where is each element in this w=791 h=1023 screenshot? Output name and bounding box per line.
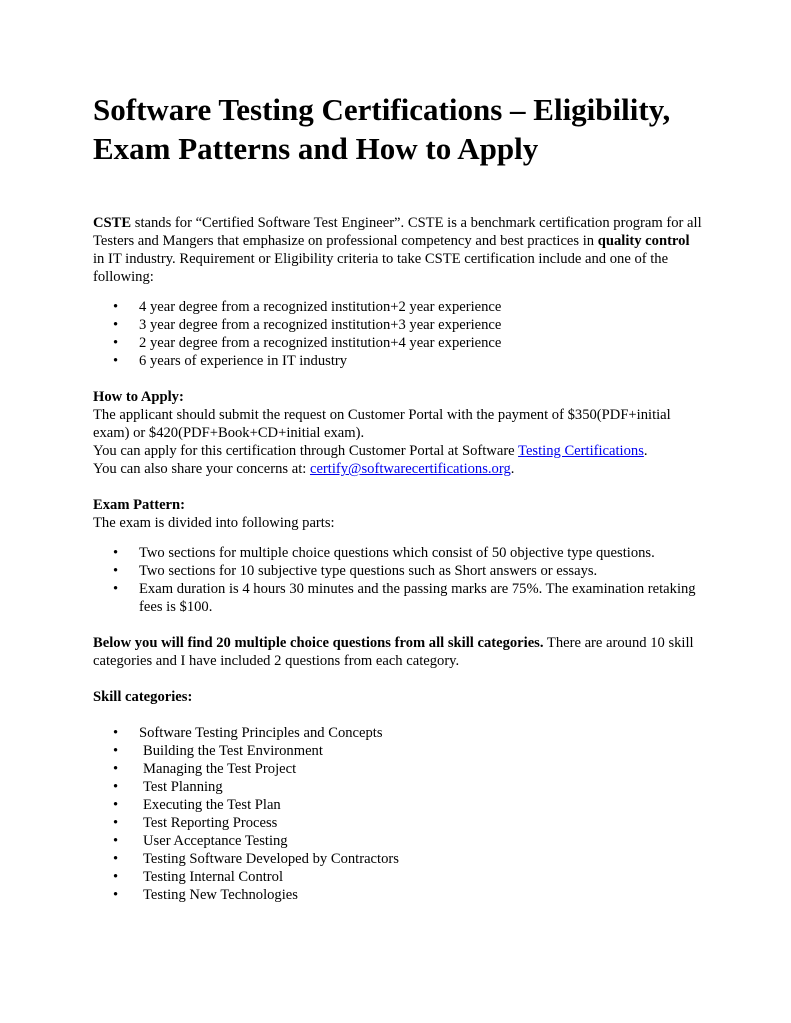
eligibility-list [93,298,703,370]
period: . [510,461,515,477]
list-item: • 2 year degree from a recognized institution+4 year experience [93,334,703,352]
skill-categories-heading-block [93,688,703,706]
list-item: • 6 years of experience in IT industry [93,352,703,370]
skill-categories-list [93,724,703,904]
list-item: • Managing the Test Project [93,760,703,778]
list-item: • Testing Software Developed by Contractors [93,850,703,868]
list-item: • Testing Internal Control [93,868,703,886]
testing-certifications-link[interactable]: Testing Certifications [518,443,644,459]
exam-pattern-heading: Exam Pattern: [93,497,185,513]
title-line-1: Software Testing Certifications – Eligibility, [93,92,671,127]
skill-categories-heading: Skill categories: [93,689,193,705]
how-to-apply-heading: How to Apply: [93,389,184,405]
list-item: • User Acceptance Testing [93,832,703,850]
list-item: • Two sections for multiple choice questions which consist of 50 objective type questions. [93,544,703,562]
skill-intro-paragraph [93,634,703,670]
intro-text-1: stands for “Certified Software Test Engineer”. CSTE is a benchmark certification program for all Testers and Mangers that emphasize on professional competency and best practices in [93,215,702,249]
how-to-apply-section [93,388,703,478]
skill-intro-text: There are around 10 skill categories and I have included 2 questions from each category. [93,635,694,669]
list-item: • 4 year degree from a recognized institution+2 year experience [93,298,703,316]
exam-pattern-list [93,544,703,616]
document-title [93,90,703,168]
quality-control-term: quality control [597,233,690,249]
list-item: • 3 year degree from a recognized institution+3 year experience [93,316,703,334]
list-item: • Software Testing Principles and Concepts [93,724,703,742]
apply-portal-text: You can apply for this certification through Customer Portal at Software [93,443,519,459]
exam-pattern-section [93,496,703,532]
list-item: • Test Planning [93,778,703,796]
email-link[interactable]: certify@softwarecertifications.org [309,461,511,477]
list-item: • Two sections for 10 subjective type questions such as Short answers or essays. [93,562,703,580]
intro-text-2: in IT industry. Requirement or Eligibility criteria to take CSTE certification include and one of the following: [93,251,669,285]
apply-payment-text: The applicant should submit the request on Customer Portal with the payment of $350(PDF+initial exam) or $420(PDF+Book+CD+initial exam). [93,407,671,441]
list-item: • Testing New Technologies [93,886,703,904]
document-page [93,90,703,904]
period: . [643,443,648,459]
cste-term: CSTE [93,215,132,231]
list-item: • Building the Test Environment [93,742,703,760]
list-item: • Exam duration is 4 hours 30 minutes and the passing marks are 75%. The examination retaking fees is $100. [93,580,699,616]
title-line-2: Exam Patterns and How to Apply [93,131,539,166]
exam-intro: The exam is divided into following parts: [93,515,335,531]
list-item: • Test Reporting Process [93,814,703,832]
intro-paragraph [93,214,703,286]
skill-intro-bold: Below you will find 20 multiple choice questions from all skill categories. [93,635,544,651]
concerns-text: You can also share your concerns at: [93,461,310,477]
list-item: • Executing the Test Plan [93,796,703,814]
